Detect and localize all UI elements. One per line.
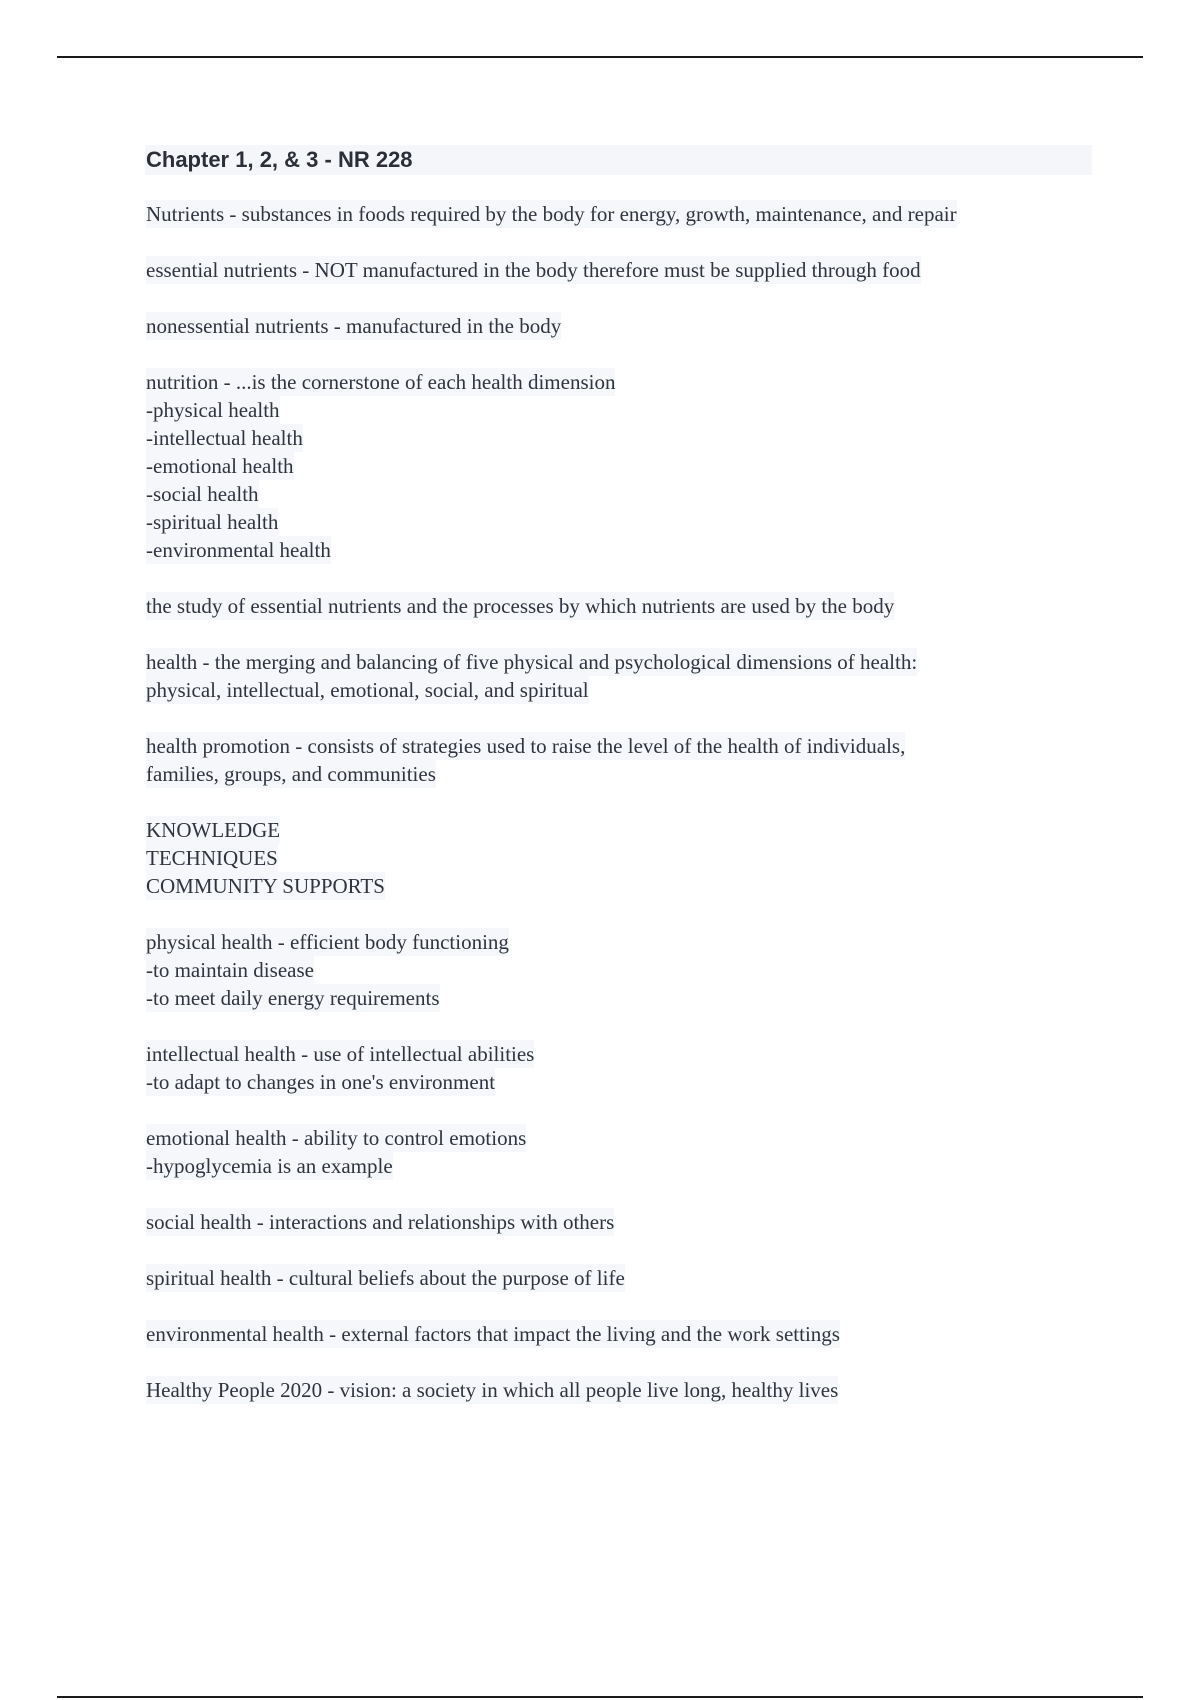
entry-term-line: intellectual health - use of intellectual abilities [146, 1042, 535, 1066]
entry-detail-line: -emotional health [146, 454, 294, 478]
entry-term-line: the study of essential nutrients and the processes by which nutrients are used by the body [146, 594, 895, 618]
entry-term-line: environmental health - external factors that impact the living and the work settings [146, 1322, 840, 1346]
entry-term-line: Nutrients - substances in foods required by the body for energy, growth, maintenance, and repair [146, 202, 957, 226]
flashcard-entry [146, 312, 1096, 340]
entry-detail-line: -to maintain disease [146, 958, 314, 982]
entry-term-line: KNOWLEDGE [146, 818, 281, 842]
bottom-rule [57, 1696, 1143, 1698]
entry-detail-line: TECHNIQUES [146, 846, 278, 870]
entry-detail-line: COMMUNITY SUPPORTS [146, 874, 385, 898]
entry-term-line: physical health - efficient body functioning [146, 930, 509, 954]
entry-detail-line: -spiritual health [146, 510, 279, 534]
entry-detail-line: families, groups, and communities [146, 762, 436, 786]
entry-detail-line: -to meet daily energy requirements [146, 986, 440, 1010]
flashcard-entry [146, 816, 1096, 900]
entry-term-line: nutrition - ...is the cornerstone of each health dimension [146, 370, 616, 394]
entry-detail-line: -hypoglycemia is an example [146, 1154, 393, 1178]
flashcard-entry [146, 368, 1096, 564]
flashcard-entry [146, 1208, 1096, 1236]
entry-detail-line: -intellectual health [146, 426, 303, 450]
entry-detail-line: physical, intellectual, emotional, social, and spiritual [146, 678, 589, 702]
flashcard-entry [146, 1040, 1096, 1096]
entry-term-line: essential nutrients - NOT manufactured in the body therefore must be supplied through food [146, 258, 921, 282]
entry-term-line: health - the merging and balancing of five physical and psychological dimensions of health: [146, 650, 918, 674]
entry-term-line: health promotion - consists of strategies used to raise the level of the health of individuals, [146, 734, 906, 758]
entry-term-line: Healthy People 2020 - vision: a society in which all people live long, healthy lives [146, 1378, 839, 1402]
flashcard-entry [146, 648, 1096, 704]
flashcard-entry [146, 256, 1096, 284]
top-rule [57, 56, 1143, 58]
entry-detail-line: -to adapt to changes in one's environment [146, 1070, 496, 1094]
document-body [146, 200, 1096, 1432]
flashcard-entry [146, 1376, 1096, 1404]
flashcard-entry [146, 732, 1096, 788]
entry-term-line: emotional health - ability to control emotions [146, 1126, 527, 1150]
entry-term-line: nonessential nutrients - manufactured in the body [146, 314, 562, 338]
flashcard-entry [146, 592, 1096, 620]
entry-detail-line: -environmental health [146, 538, 331, 562]
flashcard-entry [146, 1264, 1096, 1292]
document-title: Chapter 1, 2, & 3 - NR 228 [146, 147, 413, 172]
flashcard-entry [146, 928, 1096, 1012]
entry-term-line: spiritual health - cultural beliefs about the purpose of life [146, 1266, 625, 1290]
flashcard-entry [146, 200, 1096, 228]
flashcard-entry [146, 1320, 1096, 1348]
entry-detail-line: -social health [146, 482, 259, 506]
entry-detail-line: -physical health [146, 398, 280, 422]
entry-term-line: social health - interactions and relationships with others [146, 1210, 615, 1234]
flashcard-entry [146, 1124, 1096, 1180]
